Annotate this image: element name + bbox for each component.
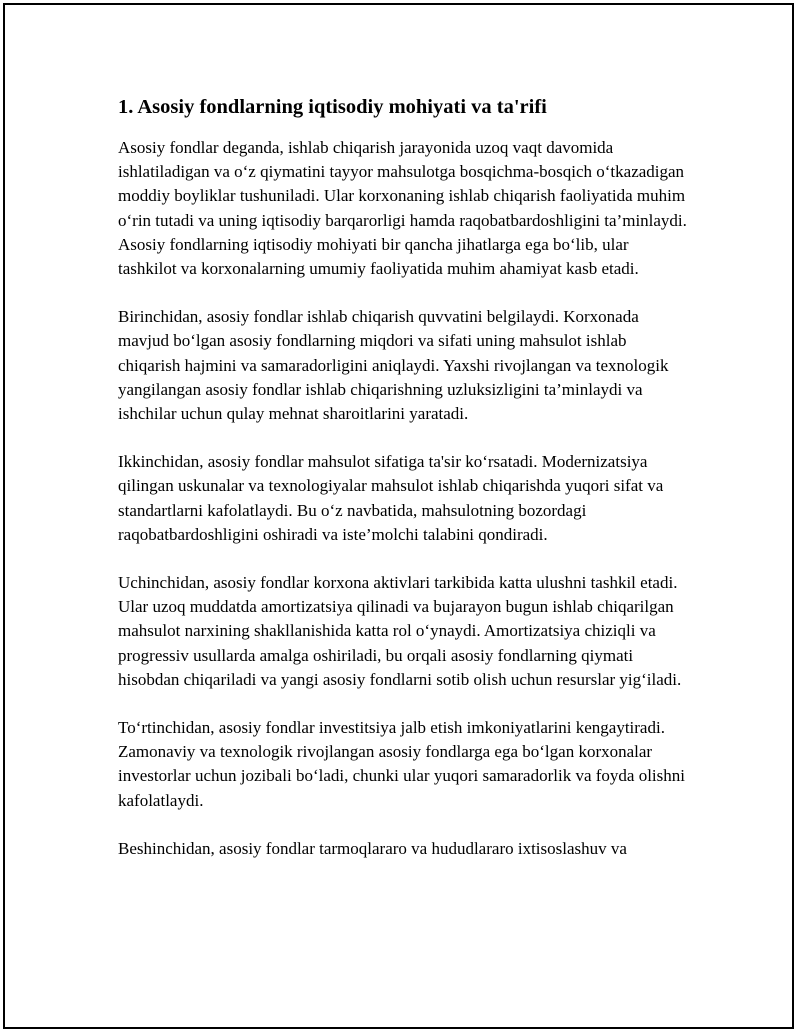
paragraph-intro: Asosiy fondlar deganda, ishlab chiqarish jarayonida uzoq vaqt davomida ishlatiladigan va o‘z qiymatini tayyor mahsulotga bosqichma-bosqich o‘tkazadigan moddiy boyliklar tushuniladi. Ular korxonaning ishlab chiqarish faoliyatida muhim o‘rin tutadi va uning iqtisodiy barqarorligi hamda raqobatbardoshligini ta’minlaydi. Asosiy fondlarning iqtisodiy mohiyati bir qancha jihatlarga ega bo‘lib, ular tashkilot va korxonalarning umumiy faoliyatida muhim ahamiyat kasb etadi.	[118, 138, 687, 279]
paragraph-second-point: Ikkinchidan, asosiy fondlar mahsulot sifatiga ta'sir ko‘rsatadi. Modernizatsiya qilingan uskunalar va texnologiyalar mahsulot ishlab chiqarishda yuqori sifat va standartlarni kafolatlaydi. Bu o‘z navbatida, mahsulotning bozordagi raqobatbardoshligini oshiradi va iste’molchi talabini qondiradi.	[118, 452, 664, 544]
paragraph-fifth-point: Beshinchidan, asosiy fondlar tarmoqlararo va hududlararo ixtisoslashuv va	[118, 838, 627, 858]
section-heading: 1. Asosiy fondlarning iqtisodiy mohiyati va ta'rifi	[118, 96, 547, 118]
document-body	[118, 92, 688, 885]
paragraph-fourth-point: To‘rtinchidan, asosiy fondlar investitsiya jalb etish imkoniyatlarini kengaytiradi. Zamonaviy va texnologik rivojlangan asosiy fondlarga ega bo‘lgan korxonalar investorlar uchun jozibali bo‘ladi, chunki ular yuqori samaradorlik va foyda olishni kafolatlaydi.	[118, 718, 685, 810]
paragraph-third-point: Uchinchidan, asosiy fondlar korxona aktivlari tarkibida katta ulushni tashkil etadi. Ular uzoq muddatda amortizatsiya qilinadi va bujarayon bugun ishlab chiqarilgan mahsulot narxining shakllanishida katta rol o‘ynaydi. Amortizatsiya chiziqli va progressiv usullarda amalga oshiriladi, bu orqali asosiy fondlarning qiymati hisobdan chiqariladi va yangi asosiy fondlarni sotib olish uchun resurslar yig‘iladi.	[118, 573, 682, 689]
paragraph-first-point: Birinchidan, asosiy fondlar ishlab chiqarish quvvatini belgilaydi. Korxonada mavjud bo‘lgan asosiy fondlarning miqdori va sifati uning mahsulot ishlab chiqarish hajmini va samaradorligini aniqlaydi. Yaxshi rivojlangan va texnologik yangilangan asosiy fondlar ishlab chiqarishning uzluksizligini ta’minlaydi va ishchilar uchun qulay mehnat sharoitlarini yaratadi.	[118, 307, 669, 424]
